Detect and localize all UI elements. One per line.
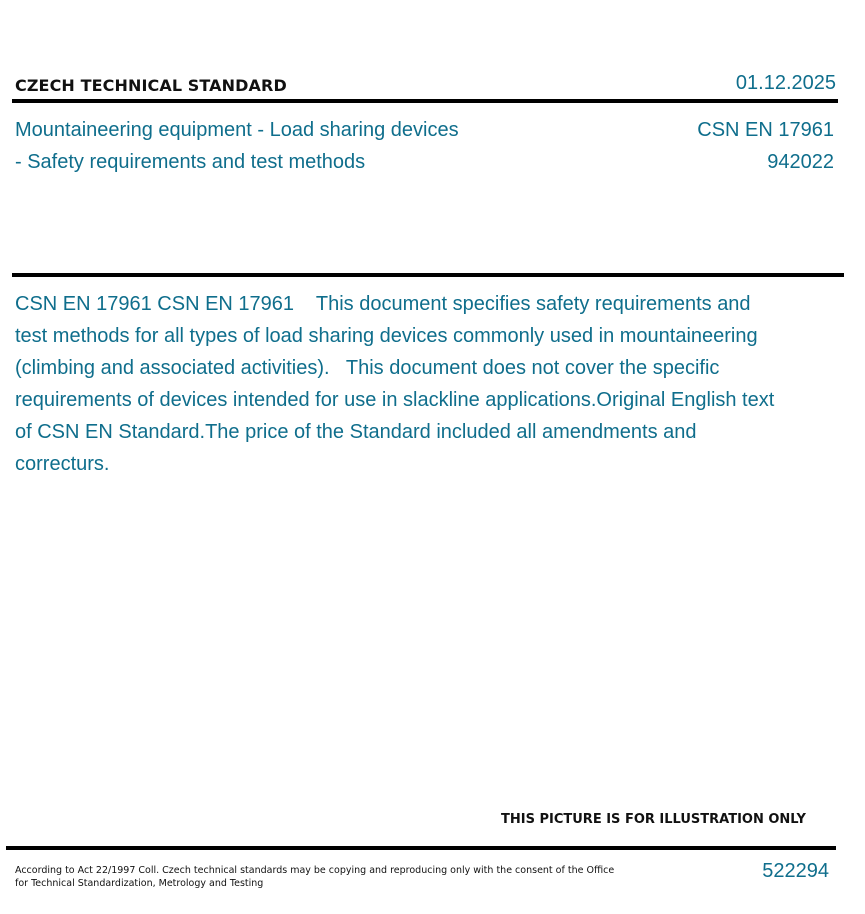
standard-title-line-2: - Safety requirements and test methods xyxy=(15,151,366,173)
standard-title-line-1: Mountaineering equipment - Load sharing devices xyxy=(15,119,459,141)
publication-date: 01.12.2025 xyxy=(735,72,836,94)
title-divider xyxy=(12,273,844,277)
standard-code: CSN EN 17961 xyxy=(697,119,834,141)
document-type-label: CZECH TECHNICAL STANDARD xyxy=(15,76,287,95)
standard-identifiers xyxy=(697,114,834,178)
illustration-disclaimer: THIS PICTURE IS FOR ILLUSTRATION ONLY xyxy=(501,812,806,827)
standard-description: CSN EN 17961 CSN EN 17961 This document specifies safety requirements and test methods for all types of load sharing devices commonly used in mountaineering (climbing and associated activities). This document does not cover the specific requirements of devices intended for use in slackline applications.Original English text of CSN EN Standard.The price of the Standard included all amendments and correcturs. xyxy=(15,293,780,475)
document-id: 522294 xyxy=(762,860,829,882)
legal-notice xyxy=(15,864,615,890)
legal-notice-line-2: for Technical Standardization, Metrology and Testing xyxy=(15,878,264,889)
legal-notice-line-1: According to Act 22/1997 Coll. Czech technical standards may be copying and reproducing only with the consent of the Office xyxy=(15,865,615,876)
header-divider xyxy=(12,99,838,103)
classification-number: 942022 xyxy=(767,151,834,173)
standard-title xyxy=(15,114,535,178)
footer-divider xyxy=(6,846,836,850)
